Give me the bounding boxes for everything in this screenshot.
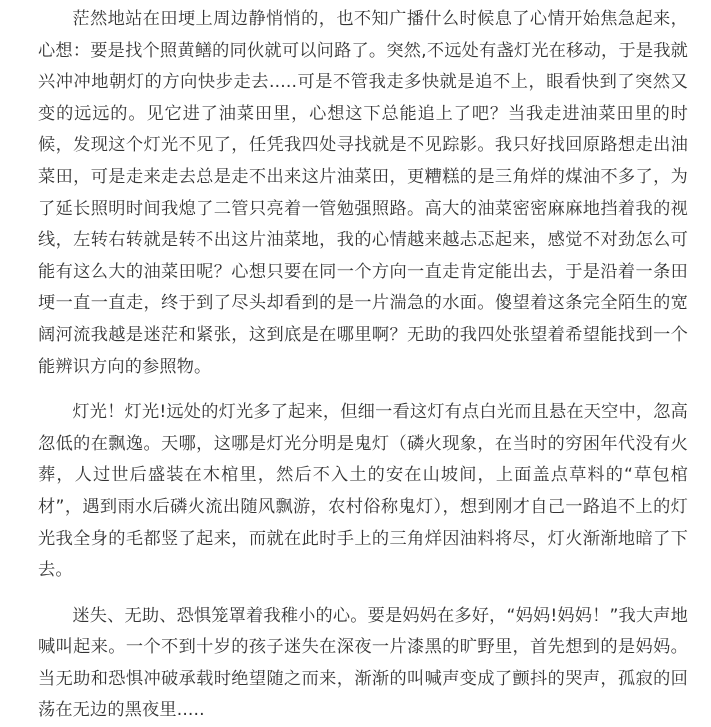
paragraph-ghost-lights: 灯光！灯光!远处的灯光多了起来，但细一看这灯有点白光而且悬在天空中，忽高忽低的在飘逸。天哪，这哪是灯光分明是鬼灯（磷火现象，在当时的穷困年代没有火葬，人过世后盛装在木棺里，然后不入土的安在山坡间，上面盖点草料的“草包棺材”，遇到雨水后磷火流出随风飘游，农村俗称鬼灯），想到刚才自己一路追不上的灯光我全身的毛都竖了起来，而就在此时手上的三角烊因油料将尽，灯火渐渐地暗了下去。 [38, 402, 688, 581]
paragraph-lost-in-fields: 茫然地站在田埂上周边静悄悄的，也不知广播什么时候息了心情开始焦急起来，心想：要是找个照黄鳝的同伙就可以问路了。突然,不远处有盏灯光在移动，于是我就兴冲冲地朝灯的方向快步走去.....可是不管我走多快就是追不上，眼看快到了突然又变的远远的。见它进了油菜田里，心想这下总能追上了吧？当我走进油菜田里的时候，发现这个灯光不见了，任凭我四处寻找就是不见踪影。我只好找回原路想走出油菜田，可是走来走去总是走不出来这片油菜田，更糟糕的是三角烊的煤油不多了，为了延长照明时间我熄了二管只亮着一管勉强照路。高大的油菜密密麻麻地挡着我的视线，左转右转就是转不出这片油菜地，我的心情越来越忐忑起来，感觉不对劲怎么可能有这么大的油菜田呢？心想只要在同一个方向一直走肯定能出去，于是沿着一条田埂一直一直走，终于到了尽头却看到的是一片湍急的水面。傻望着这条完全陌生的宽阔河流我越是迷茫和紧张，这到底是在哪里啊？无助的我四处张望着希望能找到一个能辨识方向的参照物。 [38, 9, 688, 377]
paragraph-calling-mother: 迷失、无助、恐惧笼罩着我稚小的心。要是妈妈在多好，“妈妈!妈妈！”我大声地喊叫起来。一个不到十岁的孩子迷失在深夜一片漆黑的旷野里，首先想到的是妈妈。当无助和恐惧冲破承载时绝望随之而来，渐渐的叫喊声变成了颤抖的哭声，孤寂的回荡在无边的黑夜里..... [38, 605, 688, 721]
article-body [38, 4, 688, 727]
